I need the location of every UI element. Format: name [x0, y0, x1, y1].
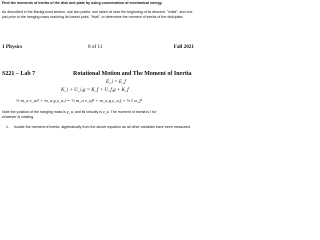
problem-intro: As described in the Background section, use two points: one taken at near the beginning of its descent, "initial", and one just prior to the hanging mass reaching its lowest point, "final", to determine the moment of inertia of the disk/plate.	[2, 10, 193, 19]
page-number: 8 of 11	[88, 44, 103, 50]
expanded-energy-equation: ½ m_a v_ai² + m_a g y_a,i = ½ m_a v_af² + m_a g y_a,f + ½ I ω_f²	[16, 98, 143, 103]
document-page	[0, 0, 200, 143]
page-header-course: 1 Physics	[2, 44, 23, 50]
note-line-2: whatever is rotating.	[2, 115, 35, 119]
lab-title: Rotational Motion and The Moment of Inertia	[73, 71, 192, 77]
list-item-number: 1.	[6, 125, 9, 129]
problem-title: Find the moments of inertia of the disk and plate by using conservation of mechanical energy.	[2, 1, 163, 5]
energy-conservation-equation: E_i = E_f	[106, 80, 126, 85]
list-item-text: Isolate the moment of inertia, algebraically from the above equation as all other variables have been measured.	[14, 125, 191, 129]
lab-number: S221 – Lab 7	[2, 71, 36, 77]
note-line-1: Note the position of the hanging mass is y_a, and its velocity is v_a. The moment of inertia is I for	[2, 110, 157, 114]
energy-terms-equation: K_i + U_i,g = K_f + U_f,g + K_f	[61, 88, 129, 93]
page-header-term: Fall 2021	[173, 44, 194, 50]
